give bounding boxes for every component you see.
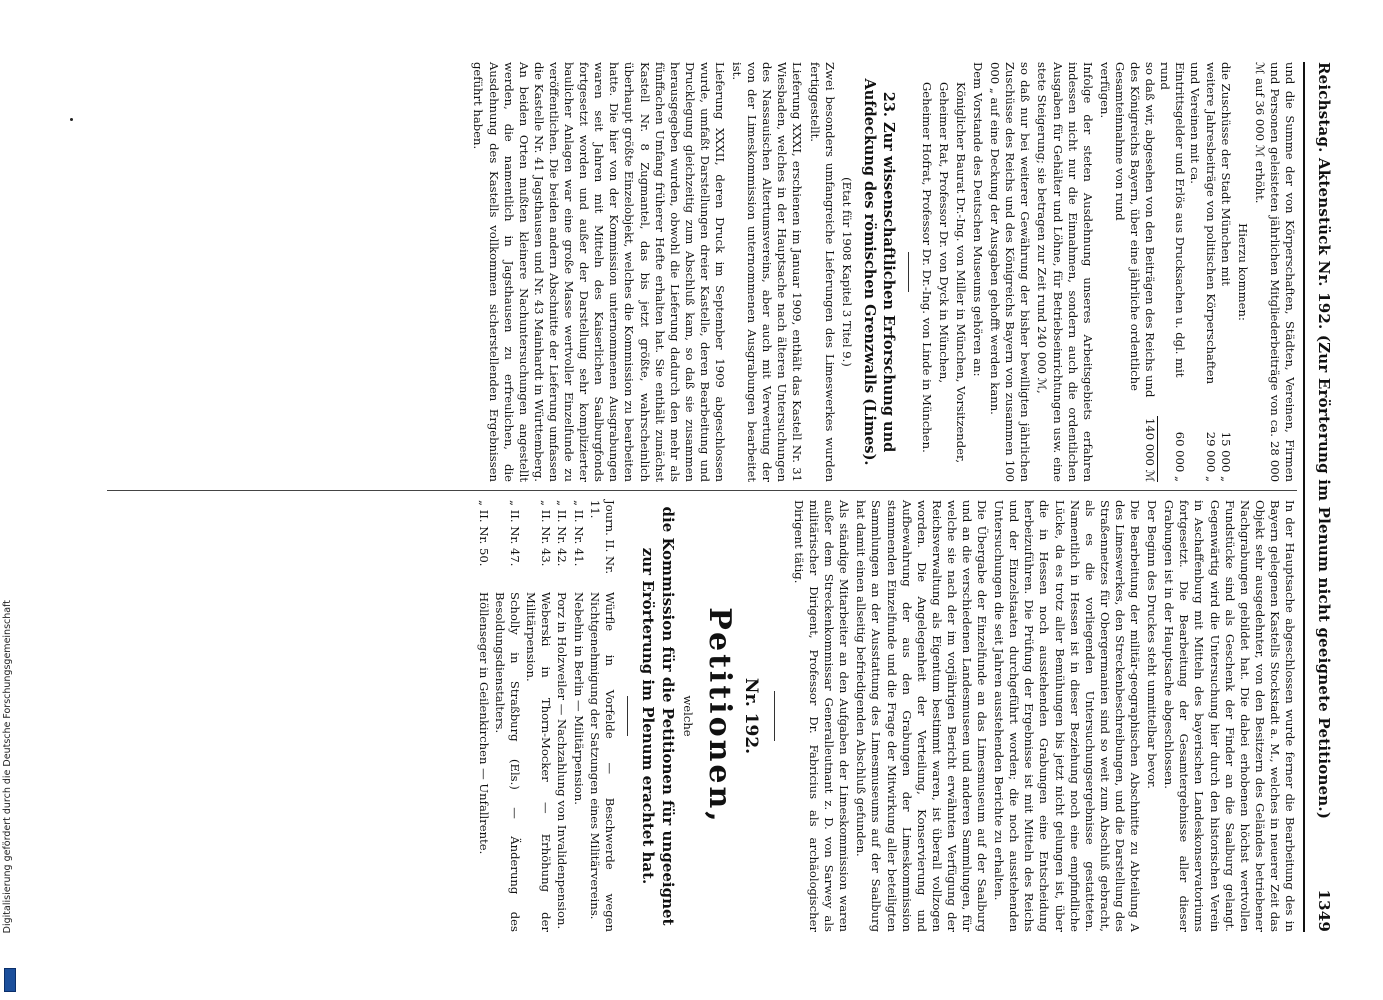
scan-speck (70, 118, 73, 121)
petition-list (476, 500, 617, 932)
petition-row (492, 500, 522, 932)
section-rule (627, 696, 628, 736)
left-column (468, 62, 1297, 482)
petition-text: Höllenseger in Geilenkirchen — Unfallrente. (476, 592, 491, 855)
ledger-row: weitere Jahresbeiträge von politischen Körperschaften und Vereinen mit ca. 29 000 „ (1188, 62, 1218, 482)
right-column (475, 500, 1297, 932)
welche-line: welche (680, 695, 695, 737)
paragraph: Lieferung XXXI, erschienen im Januar 1909, enthält das Kastell Nr. 31 Wiesbaden, welches in der Hauptsache nach älteren Untersuchungen des Nassauischen Altertumsvereins, aber auch mit Verwertung der von der Limeskommission unternommenen Ausgrabungen bearbeitet ist. (730, 62, 805, 482)
ledger-row: Eintrittsgelder und Erlös aus Drucksachen u. dgl. mit rund 60 000 „ (1158, 62, 1188, 482)
paragraph: Zwei besonders umfangreiche Lieferungen des Limeswerkes wurden fertiggestellt. (807, 62, 837, 482)
paragraph: so daß nur bei weiterer Gewährung der bisher bewilligten jährlichen Zuschüsse des Reichs und des Königreichs Bayern von zusammen 100 000 „ auf eine Deckung der Ausgaben gehofft werden kann. (988, 62, 1033, 482)
petition-text: Weberski in Thorn-Mocker — Erhöhung der Militärpension. (524, 592, 554, 932)
ledger-row: so daß wir, abgesehen von den Beiträgen des Reichs und des Königreichs Bayern, über eine jährliche ordentliche Gesamteinnahme von rund 140 000 ℳ (1112, 62, 1158, 482)
digitization-credit: Digitalisierung gefördert durch die Deutsche Forschungsgemeinschaft (2, 600, 13, 934)
dfg-logo-icon (4, 968, 16, 992)
paragraph: verfügen. (1097, 62, 1112, 119)
petition-ref: „ II. Nr. 41. (571, 500, 586, 567)
paragraph: Die Übergabe der Einzelfunde an das Limesmuseum auf der Saalburg und an die verschiedenen Landesmuseen und anderen Sammlungen, für welche sie nach der im vorjährigen Bericht erwähnten Verfügung der Reichsverwaltung als Eigentum bestimmt waren, ist überall vollzogen worden. Die Angelegenheit der Verteilung, Konservierung und Aufbewahrung der aus den Grabungen der Limeskommission stammenden Einzelfunde und die Frage der Mitwirkung aller beteiligten Sammlungen an der Ausstattung des Limesmuseums auf der Saalburg hat damit einen allseitig befriedigenden Abschluß gefunden. (854, 500, 990, 932)
petition-ref: „ II. Nr. 43. (539, 500, 554, 567)
header-title: Reichstag. Aktenstück Nr. 192. (Zur Erörterung im Plenum nicht geeignete Petitionen.) (1315, 62, 1333, 820)
board-member: Geheimer Rat, Professor Dr. von Dyck in München, (936, 82, 951, 384)
board-member: Königlicher Baurat Dr.-Ing. von Miller in München, Vorsitzender, (954, 82, 969, 464)
petition-text: Porz in Holzweiler — Nachzahlung von Invalidenpension. (555, 592, 570, 930)
petition-row (554, 500, 569, 932)
paragraph: In der Hauptsache abgeschlossen wurde ferner die Bearbeitung des in Bayern gelegenen Kastells Stockstadt a. M., welches in neuerer Zeit das Objekt sehr ausgedehnter, von den Besitzern des Geländes betriebener Nachgrabungen gebildet hat. Die dabei erhobenen höchst wertvollen Fundstücke sind als Geschenk der Finder an die Saalburg gelangt. Gegenwärtig wird die Untersuchung hier durch den historischen Verein in Aschaffenburg mit Mitteln des bayerischen Landeskonservatoriums fortgesetzt. Die Bearbeitung der Gesamtergebnisse aller dieser Grabungen ist in der Hauptsache abgeschlossen. (1162, 500, 1297, 932)
header-rule (1303, 62, 1305, 932)
section-rule (908, 252, 909, 292)
petition-ref: „ II. Nr. 47. (508, 500, 523, 567)
petition-ref: „ II. Nr. 50. (476, 500, 491, 567)
petitions-heading: Petitionen, (701, 607, 737, 825)
petition-text: Scholly in Straßburg (Els.) — Änderung des Besoldungsdienstalters. (493, 592, 523, 932)
paragraph: Lieferung XXXII, deren Druck im September 1909 abgeschlossen wurde, umfaßt Darstellungen dreier Kastelle, deren Bearbeitung und Drucklegung gleichzeitig zum Abschluß kam, so daß sie zusammen herausgegeben wurden, obwohl die Lieferung dadurch den mehr als fünffachen Umfang früherer Hefte erhalten hat. Sie enthält zunächst Kastell Nr. 8 Zugmantel, das bis jetzt größte, wahrscheinlich überhaupt größte Einzelobjekt, welches die Kommission zu bearbeiten hatte. Die hier von der Kommission unternommenen Ausgrabungen waren seit Jahren mit Mitteln des Kaiserlichen Saalburgfonds fortgesetzt worden und außer der Darstellung sehr komplizierter baulicher Anlagen war eine große Masse wertvoller Einzelfunde zu veröffentlichen. Die beiden andern Abschnitte der Lieferung umfassen die Kastelle Nr. 41 Jagsthausen und Nr. 43 Mainhardt in Württemberg. An beiden Orten mußten kleinere Nachuntersuchungen angestellt werden, die namentlich in Jagsthausen zu erfreulichen, die Ausdehnung des Kastells vollkommen sicherstellenden Ergebnissen geführt haben. (471, 62, 727, 482)
petition-ref: „ II. Nr. 42. (555, 500, 570, 567)
section-title: 23. Zur wissenschaftlichen Erforschung und Aufdeckung des römischen Grenzwalls (Limes). (860, 78, 897, 466)
page-header (1307, 62, 1333, 932)
paragraph: Dem Vorstande des Deutschen Museums gehören an: (971, 62, 986, 377)
board-member: Geheimer Hofrat, Professor Dr. Dr.-Ing. von Linde in München. (919, 82, 934, 453)
document-number: Nr. 192. (740, 677, 761, 755)
column-divider (107, 490, 1297, 491)
ledger-row: die Zuschüsse der Stadt München mit 15 000 „ (1218, 62, 1233, 482)
paragraph: Als ständige Mitarbeiter an den Aufgaben der Limeskommission waren außer dem Streckenkommissar Generalleutnant z. D. von Sarwey als militärischer Dirigent, Professor Dr. Fabricius als archäologischer Dirigent tätig. (792, 500, 852, 932)
petition-row (523, 500, 553, 932)
petitions-subtitle: die Kommission für die Petitionen für ungeeignet zur Erörterung im Plenum erachtet hat. (638, 506, 677, 926)
paragraph: Der Beginn des Druckes steht unmittelbar bevor. (1145, 500, 1160, 789)
petition-row (476, 500, 491, 932)
paragraph: und die Summe der von Körperschaften, Städten, Vereinen, Firmen und Personen geleisteten jährlichen Mitgliederbeiträge von ca. 28 000 ℳ auf 36 000 ℳ erhöht. (1252, 62, 1297, 482)
paragraph: Die Bearbeitung der militär-geographischen Abschnitte zu Abteilung A des Limeswerkes, den Streckenbeschreibungen, und die Darstellung des Straßennetzes für Obergermanien sind so weit zum Abschluß gebracht, als es die vorliegenden Untersuchungsergebnisse gestatteten. Namentlich in Hessen ist in dieser Beziehung noch eine empfindliche Lücke, da es trotz aller Bemühungen bis jetzt nicht gelungen ist, über die in Hessen noch ausstehenden Grabungen eine Entscheidung herbeizuführen. Die Prüfung der Ergebnisse ist mit Mitteln des Reichs und der Einzelstaaten durchgeführt worden; die noch ausstehenden Untersuchungen die seit Jahren ausstehenden Berichte zu erhalten. (992, 500, 1143, 932)
paragraph: Infolge der steten Ausdehnung unseres Arbeitsgebiets erfahren indessen nicht nur die Einnahmen, sondern auch die ordentlichen Ausgaben für Gehälter und Löhne, für Betriebseinrichtungen usw. eine stete Steigerung; sie betragen zur Zeit rund 240 000 ℳ, (1035, 62, 1095, 482)
petition-text: Würfle in Vorfelde — Beschwerde wegen Nichtgenehmigung der Satzungen eines Militärvereins. (587, 592, 617, 932)
page-number: 1349 (1315, 889, 1333, 932)
petition-ref: Journ. II. Nr. 11. (587, 500, 617, 575)
petition-text: Nebehin in Berlin — Militärpension. (571, 592, 586, 805)
section-subtitle: (Etat für 1908 Kapitel 3 Titel 9.) (839, 177, 854, 367)
section-rule (774, 691, 775, 741)
petition-row (587, 500, 617, 932)
petition-row (570, 500, 585, 932)
hierzu-line: Hierzu kommen: (1235, 223, 1250, 321)
